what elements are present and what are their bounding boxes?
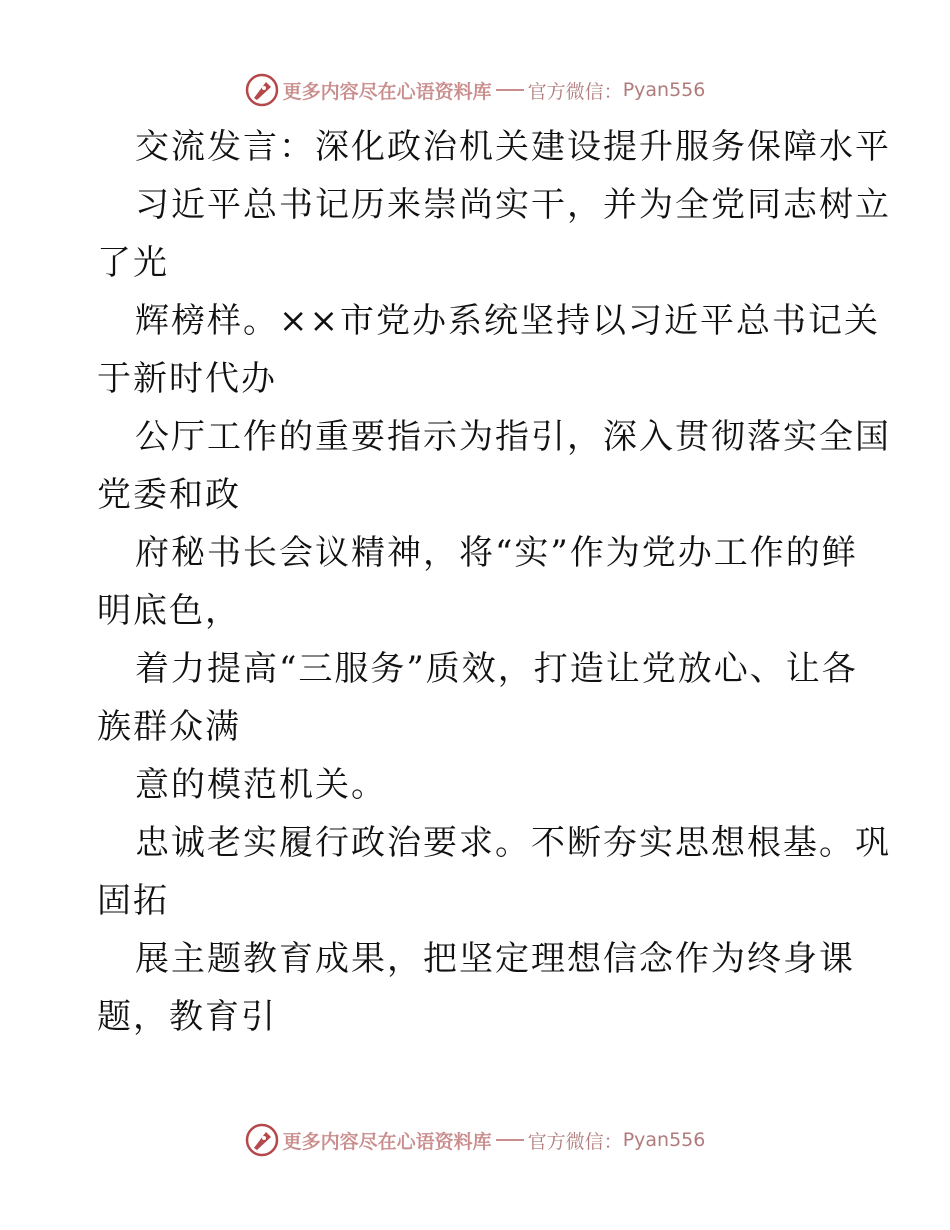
doc-line: 于新时代办 [97, 359, 277, 399]
doc-line: 忠诚老实履行政治要求。不断夯实思想根基。巩 [135, 823, 891, 863]
doc-line: 府秘书长会议精神，将“实”作为党办工作的鲜 [135, 533, 858, 573]
doc-line: 了光 [97, 243, 169, 283]
banner-right-text: 官方微信： [527, 1130, 623, 1153]
doc-line: 题，教育引 [97, 997, 277, 1037]
doc-line: 族群众满 [97, 707, 241, 747]
doc-line: 展主题教育成果，把坚定理想信念作为终身课 [135, 939, 855, 979]
doc-title: 交流发言：深化政治机关建设提升服务保障水平 [135, 127, 891, 167]
doc-line: 辉榜样。××市党办系统坚持以习近平总书记关 [135, 301, 880, 341]
doc-line: 习近平总书记历来崇尚实干，并为全党同志树立 [135, 185, 891, 225]
doc-line: 明底色， [97, 591, 241, 631]
document-body [97, 118, 891, 1046]
pen-nib-logo-icon [245, 1123, 279, 1157]
footer-banner [0, 1120, 950, 1160]
banner-left-text: 更多内容尽在心语资料库 [282, 80, 492, 103]
doc-line: 固拓 [97, 881, 169, 921]
doc-line: 意的模范机关。 [135, 765, 387, 805]
banner-wechat-id: Pyan556 [622, 1129, 706, 1151]
banner-right-text: 官方微信： [527, 80, 623, 103]
banner-left-text: 更多内容尽在心语资料库 [282, 1130, 492, 1153]
doc-line: 着力提高“三服务”质效，打造让党放心、让各 [135, 649, 858, 689]
banner-wechat-id: Pyan556 [622, 79, 706, 101]
doc-line: 公厅工作的重要指示为指引，深入贯彻落实全国 [135, 417, 891, 457]
header-banner [0, 70, 950, 110]
banner-separator [496, 89, 524, 91]
pen-nib-logo-icon [245, 73, 279, 107]
doc-line: 党委和政 [97, 475, 241, 515]
banner-separator [496, 1139, 524, 1141]
